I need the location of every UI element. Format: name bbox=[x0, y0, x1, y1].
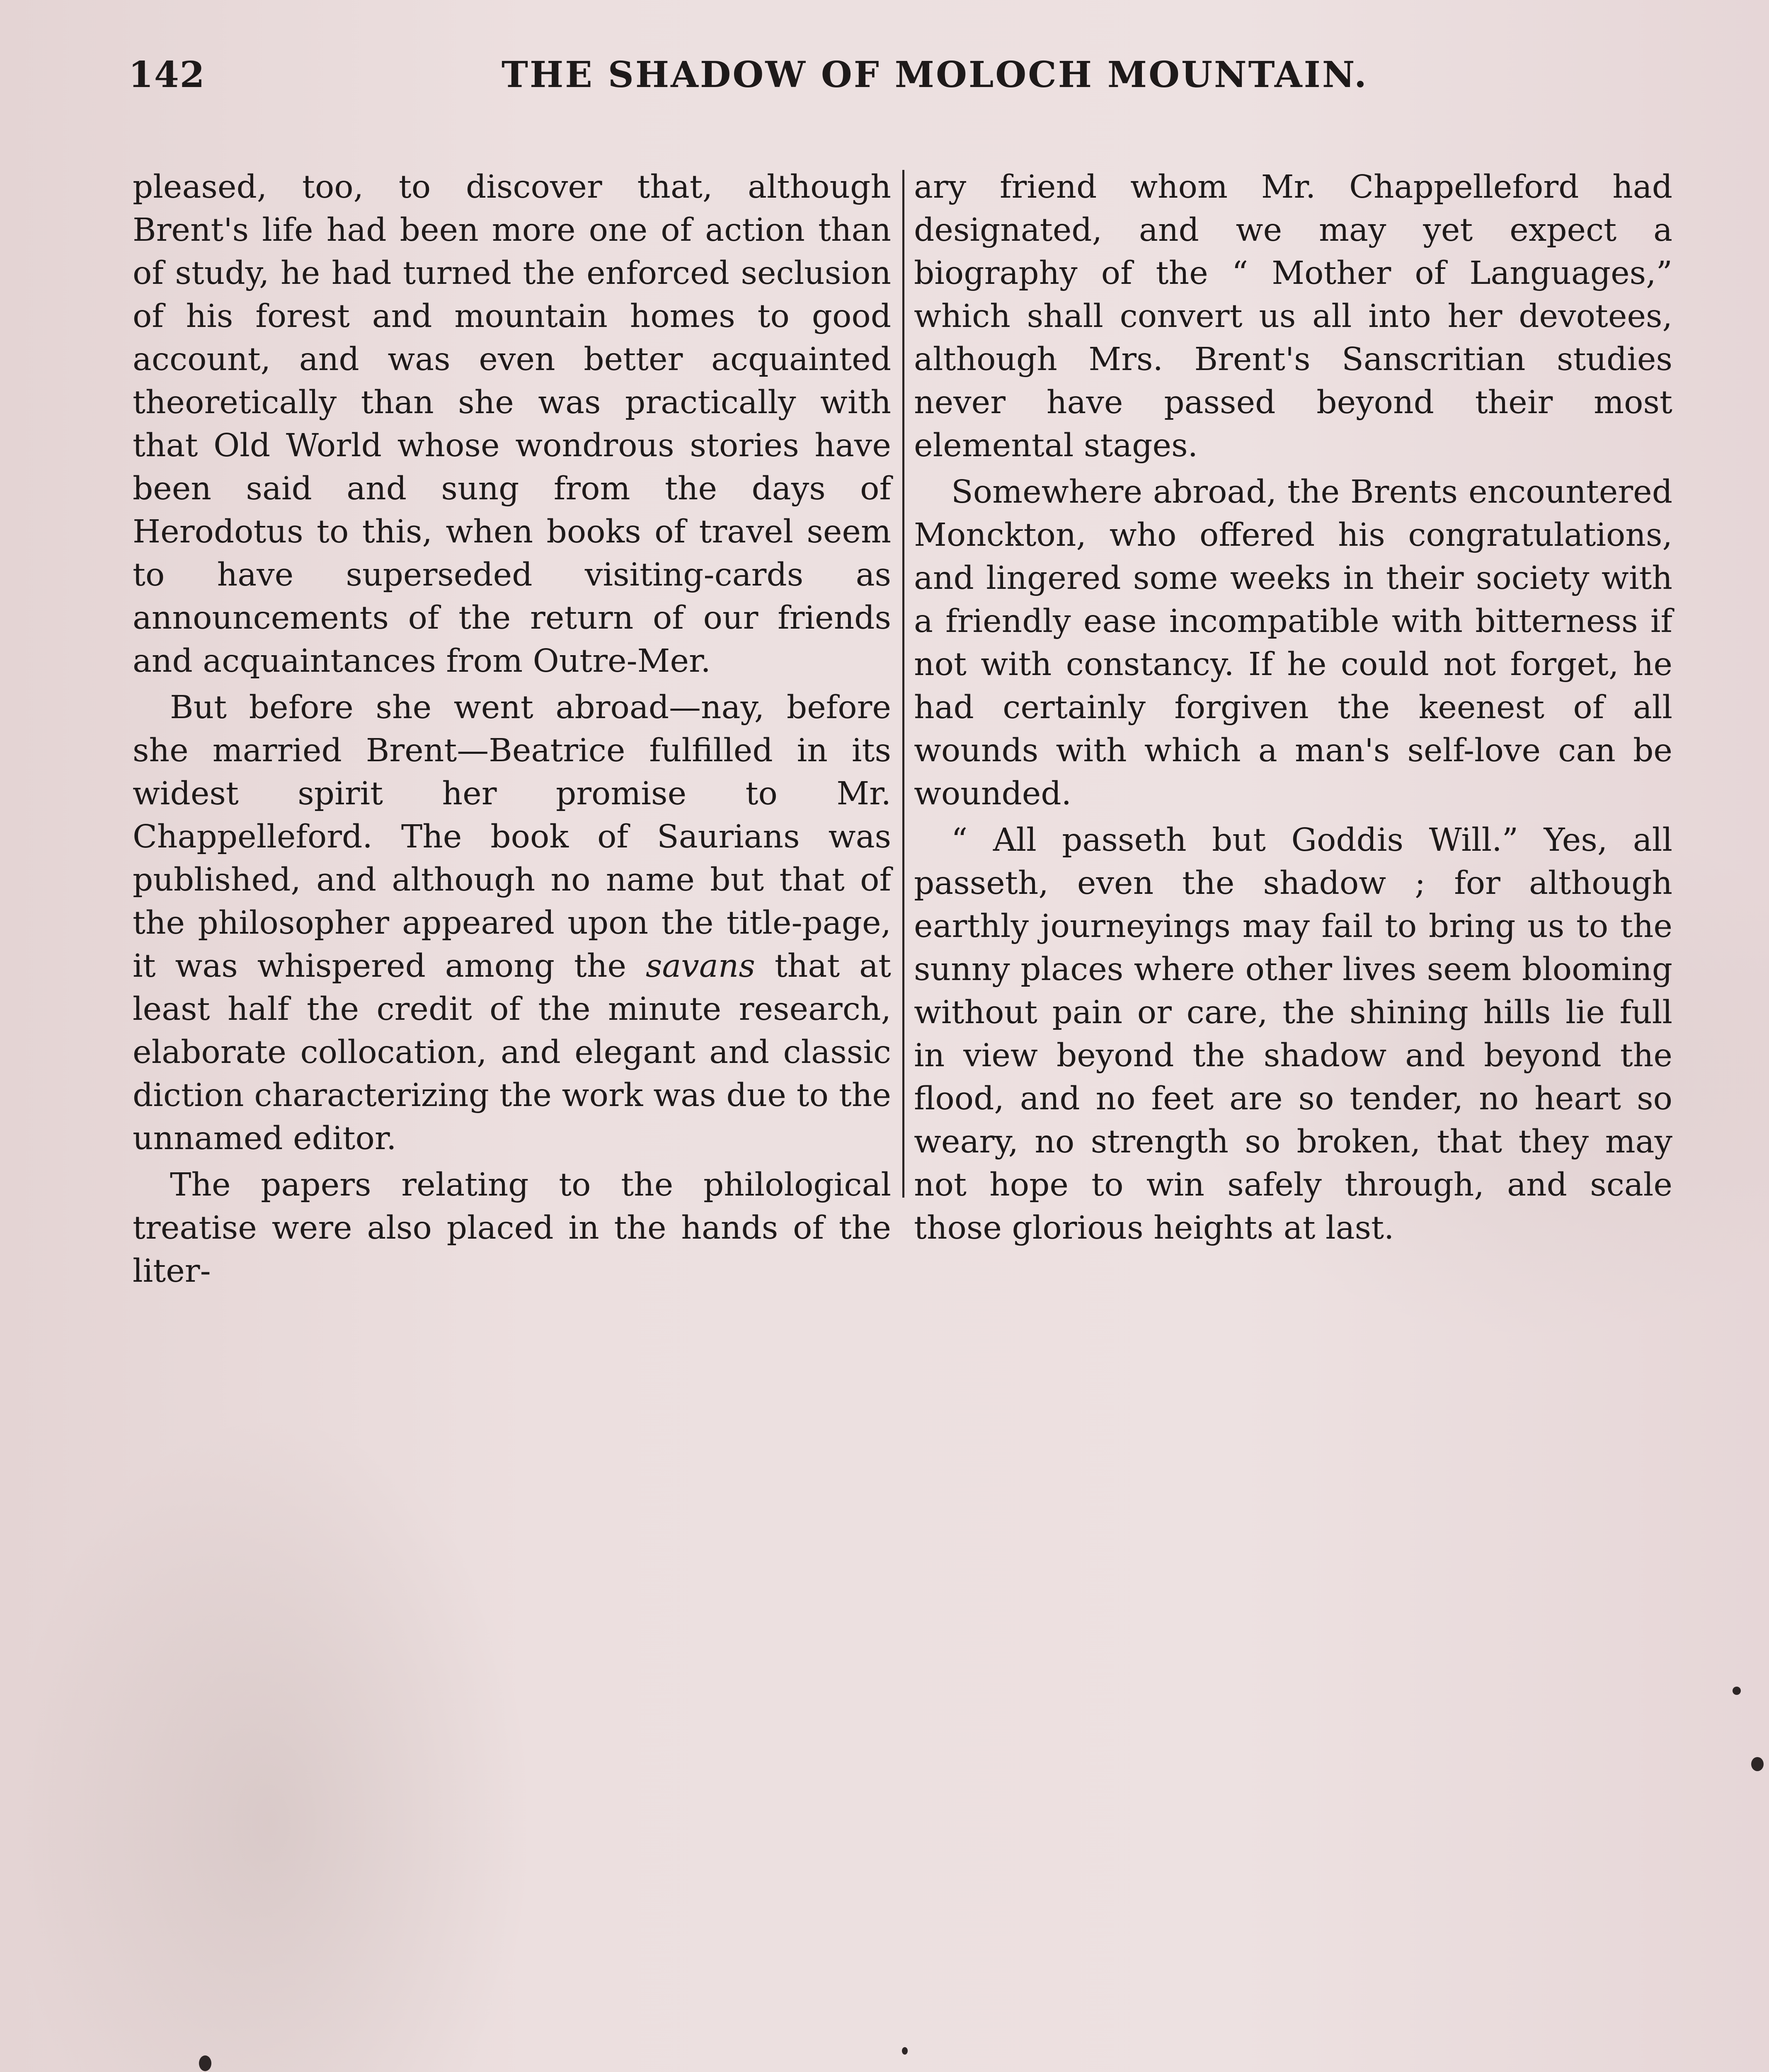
paper-speck bbox=[199, 2055, 211, 2071]
left-paragraph-2-text-a: But before she went abroad—nay, before she married Brent—Beatrice fulfilled in its widest spirit her promise to Mr. Chappelleford. The book of Saurians was published, and although no name but that of the philosopher appeared upon the title-page, it was whispered among the bbox=[133, 689, 891, 985]
paper-speck bbox=[1751, 1757, 1764, 1771]
left-paragraph-2-italic: savans bbox=[645, 948, 755, 985]
right-paragraph-3: “ All passeth but Goddis Will.” Yes, all passeth, even the shadow ; for although earthly journeyings may fail to bring us to the sunny places where other lives seem blooming without pain or care, the shining hills lie full in view beyond the shadow and beyond the flood, and no feet are so tender, no heart so weary, no strength so broken, that they may not hope to win safely through, and scale those glorious heights at last. bbox=[914, 822, 1672, 1247]
column-divider bbox=[902, 170, 904, 1198]
page-header bbox=[128, 46, 1670, 99]
left-paragraph-2-text-b: that at least half the credit of the minute research, elaborate collocation, and elegant and classic diction characterizing the work was due to the unnamed editor. bbox=[133, 948, 891, 1157]
page-number: 142 bbox=[128, 54, 206, 96]
left-paragraph-2 bbox=[133, 686, 891, 1160]
right-column bbox=[914, 166, 1672, 1253]
left-column bbox=[133, 166, 891, 1296]
left-paragraph-1: pleased, too, to discover that, although Brent's life had been more one of action than of study, he had turned the enforced seclusion of his forest and mountain homes to good account, and was even better acquainted theoretically than she was practically with that Old World whose wondrous stories have been said and sung from the days of Herodotus to this, when books of travel seem to have superseded visiting-cards as announcements of the return of our friends and acquaintances from Outre-Mer. bbox=[133, 169, 891, 680]
left-paragraph-3: The papers relating to the philological treatise were also placed in the hands of the liter- bbox=[133, 1167, 891, 1290]
paper-speck bbox=[1733, 1687, 1741, 1695]
running-head: THE SHADOW OF MOLOCH MOUNTAIN. bbox=[502, 54, 1368, 96]
paper-speck bbox=[902, 2047, 908, 2055]
right-paragraph-1: ary friend whom Mr. Chappelleford had designated, and we may yet expect a biography of the “ Mother of Languages,” which shall convert us all into her devotees, although Mrs. Brent's Sanscritian studies never have passed beyond their most elemental stages. bbox=[914, 169, 1672, 464]
right-paragraph-2: Somewhere abroad, the Brents encountered Monckton, who offered his congratulations, and lingered some weeks in their society with a friendly ease incompatible with bitterness if not with constancy. If he could not forget, he had certainly forgiven the keenest of all wounds with which a man's self-love can be wounded. bbox=[914, 474, 1672, 812]
